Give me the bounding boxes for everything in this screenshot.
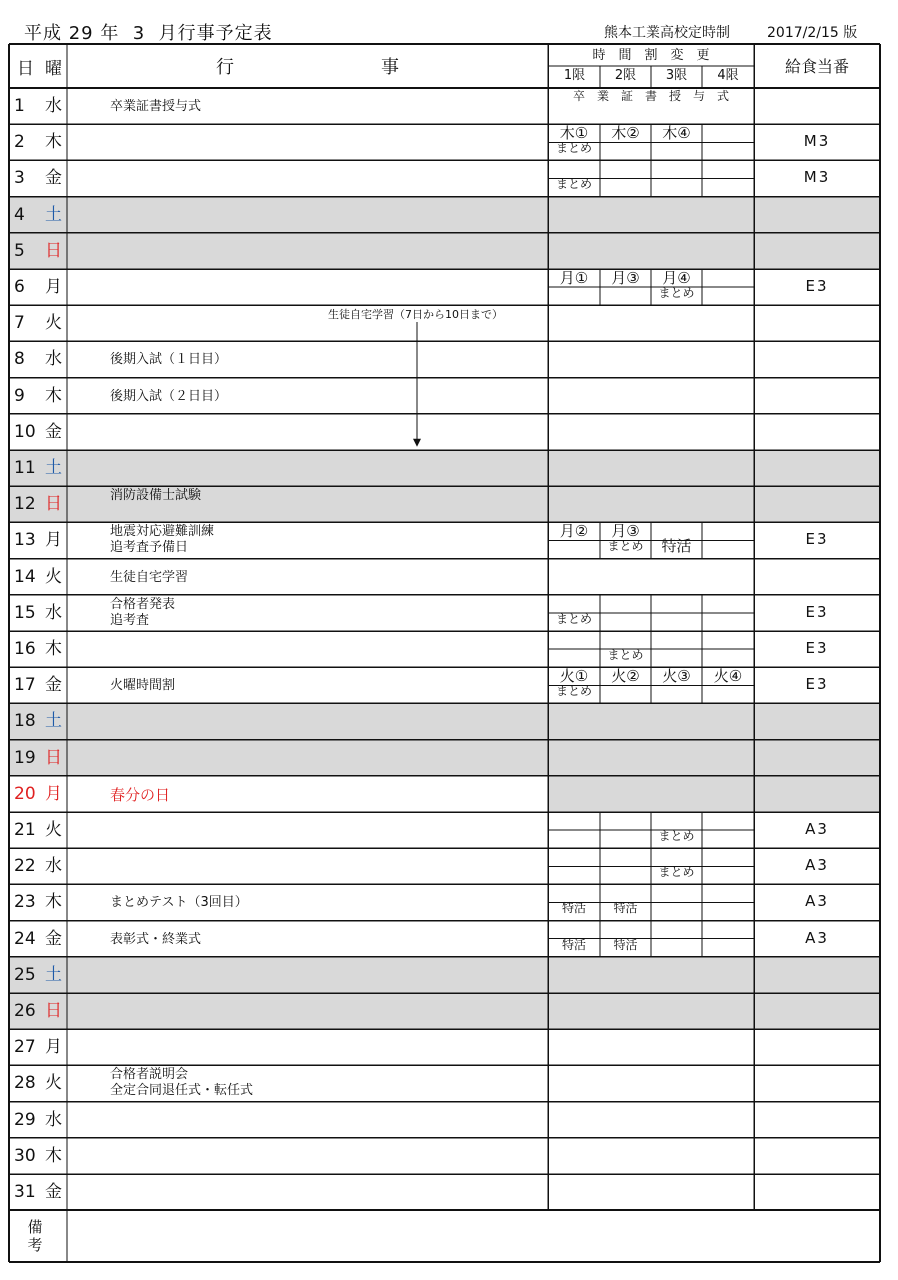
day-number: 27 — [14, 1037, 36, 1058]
day-number: 24 — [14, 928, 36, 949]
col-header-weekday: 曜 — [45, 59, 62, 79]
day-number: 4 — [14, 204, 25, 225]
weekday: 金 — [45, 421, 62, 442]
col-header-day: 日 — [17, 59, 34, 79]
weekday: 木 — [45, 1145, 62, 1166]
event-text: 合格者説明会 — [110, 1067, 189, 1083]
weekday: 土 — [45, 711, 62, 732]
weekday: 木 — [45, 639, 62, 659]
period-cell-bottom: まとめ — [607, 539, 644, 554]
col-header-meal-duty: 給食当番 — [784, 57, 849, 76]
weekday: 日 — [45, 240, 62, 261]
weekday: 月 — [45, 783, 62, 804]
period-cell-top: 月③ — [611, 522, 640, 541]
day-number: 14 — [14, 566, 36, 587]
day-number: 3 — [14, 168, 25, 189]
period-cell-bottom: 特活 — [613, 901, 638, 916]
weekday: 木 — [45, 892, 62, 913]
period-cell-top: 木① — [559, 124, 589, 143]
day-number: 10 — [14, 421, 36, 442]
day-number: 2 — [14, 132, 25, 153]
day-number: 9 — [14, 385, 25, 406]
event-text: 消防設備士試験 — [110, 488, 202, 504]
weekday: 火 — [45, 1073, 62, 1094]
day-number: 23 — [14, 892, 36, 913]
period-cell-bottom: まとめ — [555, 611, 592, 626]
event-text: 火曜時間割 — [110, 678, 176, 694]
weekday: 金 — [45, 928, 62, 949]
day-number: 16 — [14, 639, 36, 659]
day-number: 18 — [14, 711, 36, 732]
day-number: 5 — [14, 240, 25, 261]
weekday: 水 — [45, 602, 62, 623]
day-number: 1 — [14, 96, 25, 116]
event-text: まとめテスト（3回目） — [110, 895, 248, 911]
col-header-period-1: 1限 — [563, 68, 586, 83]
day-number: 19 — [14, 747, 36, 768]
event-text: 追考査予備日 — [110, 540, 189, 556]
weekday: 火 — [45, 566, 62, 587]
day-number: 15 — [14, 602, 36, 623]
version-date: 2017/2/15 版 — [767, 25, 858, 41]
col-header-event-2: 事 — [381, 57, 399, 78]
weekday: 土 — [45, 204, 62, 225]
day-number: 11 — [14, 458, 36, 478]
period-cell-top: 火① — [559, 667, 589, 686]
weekday: 金 — [45, 675, 62, 696]
period-cell-top: 火③ — [662, 667, 691, 686]
weekday: 日 — [45, 747, 62, 768]
day-number: 13 — [14, 530, 36, 551]
period-cell-top: 火④ — [713, 667, 743, 686]
col-header-event-1: 行 — [216, 57, 234, 78]
meal-duty: A3 — [805, 928, 829, 947]
meal-duty: E3 — [805, 277, 829, 295]
event-text: 合格者発表 — [110, 596, 176, 612]
day-number: 8 — [14, 349, 25, 370]
meal-duty: E3 — [805, 675, 829, 694]
weekday: 金 — [45, 1182, 62, 1202]
day-number: 31 — [14, 1182, 36, 1202]
event-text: 表彰式・終業式 — [110, 931, 202, 947]
meal-duty: E3 — [805, 530, 829, 549]
period-cell-bottom: まとめ — [658, 286, 695, 300]
event-text: 全定合同退任式・転任式 — [110, 1083, 254, 1099]
weekday: 木 — [45, 132, 62, 153]
weekday: 水 — [45, 349, 62, 370]
weekday: 水 — [45, 1109, 62, 1130]
meal-duty: E3 — [805, 602, 829, 621]
period-cell-bottom: まとめ — [658, 829, 695, 843]
weekday: 土 — [45, 458, 62, 478]
day-number: 30 — [14, 1145, 36, 1166]
timetable-span-text: 卒 業 証 書 授 与 式 — [572, 89, 729, 103]
day-number: 17 — [14, 675, 36, 696]
school-name: 熊本工業高校定時制 — [604, 25, 730, 41]
arrow-head — [413, 439, 421, 447]
period-cell-top: 月② — [559, 522, 589, 541]
weekday: 火 — [45, 313, 62, 334]
period-cell-top: 火② — [611, 667, 640, 686]
period-cell-bottom: まとめ — [555, 141, 592, 156]
event-text: 地震対応避難訓練 — [110, 524, 215, 540]
day-number: 26 — [14, 1001, 36, 1021]
weekday: 金 — [45, 168, 62, 189]
day-number: 21 — [14, 820, 36, 840]
meal-duty: M3 — [803, 132, 831, 151]
day-number: 12 — [14, 494, 36, 515]
arrow-note: 生徒自宅学習（7日から10日まで） — [328, 308, 503, 321]
day-number: 28 — [14, 1073, 36, 1094]
meal-duty: M3 — [803, 168, 831, 187]
day-number: 25 — [14, 964, 36, 985]
day-number: 22 — [14, 856, 36, 877]
period-cell-top: 月① — [559, 269, 589, 287]
col-header-timetable: 時 間 割 変 更 — [592, 48, 710, 63]
period-cell-bottom: まとめ — [607, 648, 644, 662]
remarks-label: 備考 — [27, 1218, 43, 1254]
weekday: 木 — [45, 385, 62, 406]
meal-duty: A3 — [805, 856, 829, 875]
weekday: 月 — [45, 1037, 62, 1058]
period-cell-bottom: まとめ — [555, 684, 592, 699]
weekday: 月 — [45, 530, 62, 551]
weekday: 日 — [45, 494, 62, 515]
weekday: 日 — [45, 1001, 62, 1021]
event-text: 後期入試（１日目） — [110, 352, 228, 368]
meal-duty: E3 — [805, 639, 829, 657]
weekday: 水 — [45, 96, 62, 116]
day-number: 6 — [14, 277, 25, 297]
page-title: 平成 29 年 3 月行事予定表 — [24, 23, 273, 44]
period-cell-bottom: 特活 — [661, 537, 692, 556]
day-number: 7 — [14, 313, 25, 334]
event-text: 追考査 — [110, 612, 150, 628]
meal-duty: A3 — [805, 820, 829, 838]
col-header-period-4: 4限 — [717, 68, 739, 83]
weekday: 月 — [45, 277, 62, 297]
weekday: 水 — [45, 856, 62, 877]
meal-duty: A3 — [805, 892, 829, 911]
day-number: 29 — [14, 1109, 36, 1130]
weekday: 土 — [45, 964, 62, 985]
col-header-period-2: 2限 — [614, 68, 637, 83]
weekday: 火 — [45, 820, 62, 840]
period-cell-bottom: 特活 — [613, 937, 638, 952]
event-text: 後期入試（２日目） — [110, 388, 228, 404]
event-text: 春分の日 — [110, 785, 171, 804]
period-cell-top: 木② — [611, 124, 640, 143]
event-text: 卒業証書授与式 — [110, 99, 202, 114]
period-cell-top: 月④ — [662, 269, 691, 287]
period-cell-bottom: まとめ — [555, 177, 592, 192]
period-cell-bottom: 特活 — [561, 901, 586, 916]
day-number: 20 — [14, 783, 36, 804]
period-cell-bottom: 特活 — [561, 937, 586, 952]
event-text: 生徒自宅学習 — [110, 569, 189, 585]
period-cell-bottom: まとめ — [658, 865, 695, 880]
period-cell-top: 木④ — [662, 124, 691, 143]
col-header-period-3: 3限 — [665, 68, 688, 83]
period-cell-top: 月③ — [611, 269, 640, 287]
